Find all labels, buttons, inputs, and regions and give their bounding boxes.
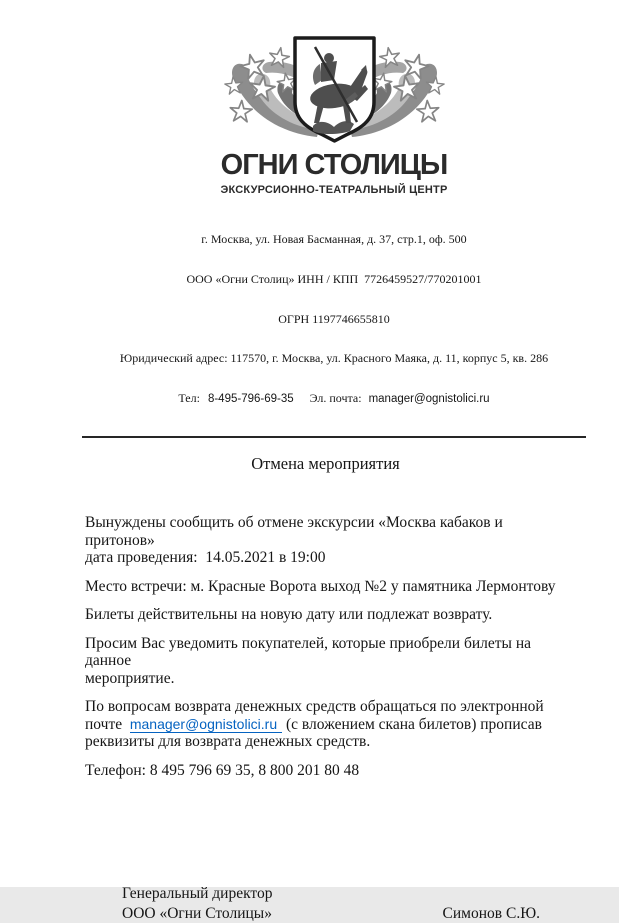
paragraph-notify-buyers xyxy=(85,635,574,688)
signer-name: Симонов С.Ю. xyxy=(442,904,540,922)
email-label: Эл. почта: xyxy=(309,390,362,405)
letter-subject: Отмена мероприятия xyxy=(251,454,400,474)
cancellation-date: дата проведения: 14.05.2021 в 19:00 xyxy=(85,549,326,567)
tel-value: 8-495-796-69-35 xyxy=(207,392,294,405)
paragraph-tickets-valid: Билеты действительны на новую дату или подлежат возврату. xyxy=(85,606,493,624)
paragraph-cancellation xyxy=(85,514,574,567)
tel-label: Тел: xyxy=(178,390,200,405)
email-link[interactable]: manager@ognistolici.ru xyxy=(130,716,282,733)
paragraph-refund xyxy=(85,698,574,751)
signature-block xyxy=(122,884,540,923)
refund-line3: реквизиты для возврата денежных средств. xyxy=(85,733,371,751)
shield-st-george xyxy=(295,38,374,141)
office-address: г. Москва, ул. Новая Басманная, д. 37, стр.1, оф. 500 xyxy=(201,232,467,247)
company-tagline: ЭКСКУРСИОННО-ТЕАТРАЛЬНЫЙ ЦЕНТР xyxy=(220,184,448,196)
header-email-value: manager@ognistolici.ru xyxy=(368,392,490,405)
signer-title: Генеральный директор xyxy=(122,885,273,903)
paragraph-meeting-place: Место встречи: м. Красные Ворота выход №2 у памятника Лермонтову xyxy=(85,577,556,595)
signer-company: ООО «Огни Столицы» xyxy=(122,904,272,922)
company-details-block xyxy=(49,207,619,432)
header-divider xyxy=(82,436,586,438)
signer-position xyxy=(122,884,273,923)
legal-address: Юридический адрес: 117570, г. Москва, ул. Красного Маяка, д. 11, корпус 5, кв. 286 xyxy=(119,351,549,366)
moscow-coat-of-arms-logo xyxy=(217,34,452,147)
cancellation-line1: Вынуждены сообщить об отмене экскурсии «Москва кабаков и притонов» xyxy=(85,514,507,549)
inn-kpp-line: ООО «Огни Столиц» ИНН / КПП 7726459527/770201001 xyxy=(186,272,482,287)
contacts-line xyxy=(49,392,619,406)
company-name: ОГНИ СТОЛИЦЫ xyxy=(220,149,448,181)
refund-line2-after: (с вложением скана билетов) прописав xyxy=(282,715,542,733)
ogrn-line: ОГРН 1197746655810 xyxy=(278,311,390,326)
paragraph-phones: Телефон: 8 495 796 69 35, 8 800 201 80 48 xyxy=(85,761,360,779)
refund-line1: По вопросам возврата денежных средств обращаться по электронной xyxy=(85,698,544,716)
notify-line2: мероприятие. xyxy=(85,669,175,687)
notify-line1: Просим Вас уведомить покупателей, которые приобрели билеты на данное xyxy=(85,634,535,670)
letter-body xyxy=(85,514,574,779)
letterhead xyxy=(49,0,619,432)
refund-line2-before: почте xyxy=(85,715,130,733)
